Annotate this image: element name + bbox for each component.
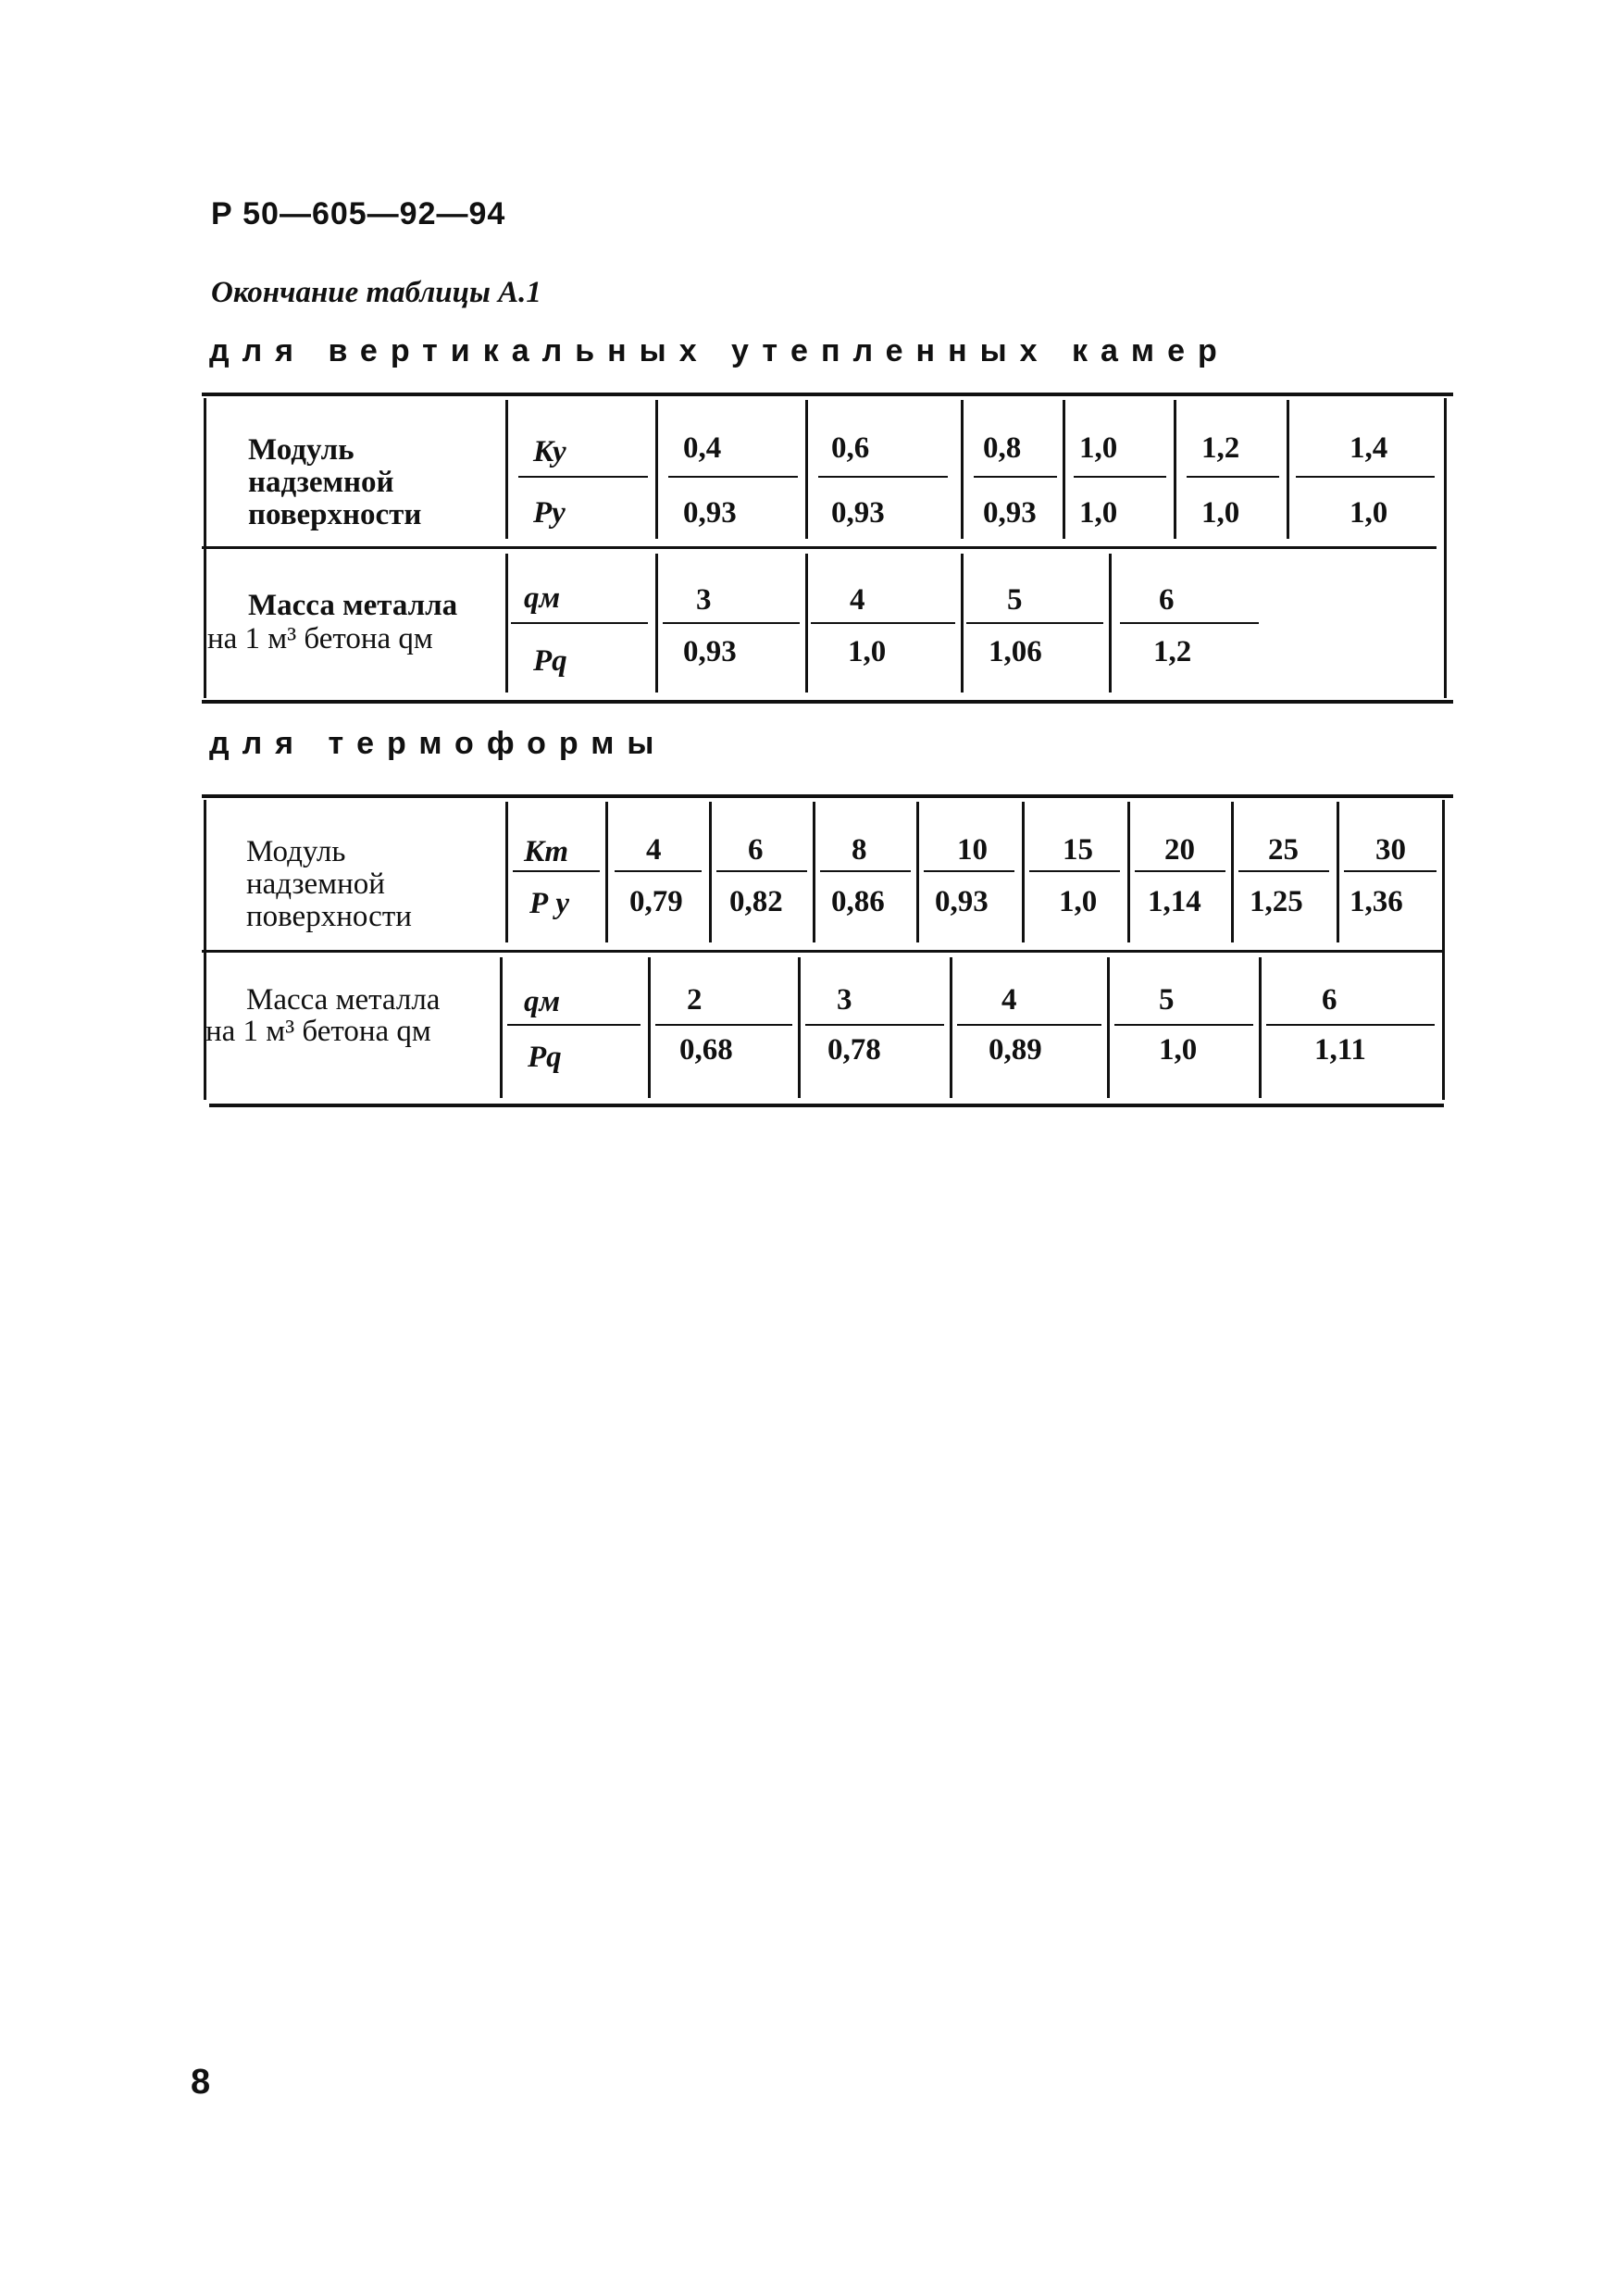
table2-r1-bottom-value: 0,93 bbox=[935, 885, 989, 918]
table2-left-border bbox=[204, 800, 206, 1100]
table1-r1-label-line1: Модуль bbox=[248, 433, 354, 467]
table1-r1-bottom-value: 1,0 bbox=[1350, 496, 1388, 530]
table2-r2-bottom-value: 0,89 bbox=[989, 1033, 1042, 1067]
table2-r1-vline bbox=[1127, 802, 1130, 942]
table2-r1-bottom-value: 1,0 bbox=[1059, 885, 1098, 918]
table1-r1-bottom-value: 0,93 bbox=[831, 496, 885, 530]
table2-r1-bottom-value: 0,79 bbox=[629, 885, 683, 918]
table2-r2-top-value: 6 bbox=[1322, 983, 1337, 1017]
table2-r1-split bbox=[1238, 870, 1329, 872]
table2-r2-vline bbox=[648, 957, 651, 1098]
table1-r1-bottom-value: 0,93 bbox=[983, 496, 1037, 530]
table1-r2-top-value: 4 bbox=[850, 583, 865, 617]
table1-r1-label-line3: поверхности bbox=[248, 498, 422, 531]
table1-r1-top-value: 0,6 bbox=[831, 431, 870, 465]
table1-r1-top-value: 1,4 bbox=[1350, 431, 1388, 465]
table2-r1-top-value: 4 bbox=[646, 833, 662, 867]
table2-r1-sym-bottom: Р у bbox=[529, 887, 570, 920]
table2-title: для термоформы bbox=[209, 726, 667, 761]
table1-r1-top-value: 1,0 bbox=[1079, 431, 1118, 465]
table2-right-border bbox=[1442, 800, 1445, 1100]
table1-r1-sym-top: Ку bbox=[533, 435, 566, 468]
table1-r2-top-value: 3 bbox=[696, 583, 712, 617]
table2-r2-split bbox=[1266, 1024, 1435, 1026]
table2-r1-split bbox=[1135, 870, 1225, 872]
table1-r1-split bbox=[818, 476, 948, 478]
table2-r1-top-value: 20 bbox=[1164, 833, 1195, 867]
table1-r2-sym-bottom: Pq bbox=[533, 644, 567, 678]
table1-r2-vline bbox=[1109, 554, 1112, 693]
table2-r2-vline bbox=[798, 957, 801, 1098]
table2-r1-top-value: 10 bbox=[957, 833, 988, 867]
table1-r2-label-line1: Масса металла bbox=[248, 589, 458, 622]
table2-r1-top-value: 6 bbox=[748, 833, 764, 867]
table2-r1-split bbox=[820, 870, 911, 872]
table1-r1-vline bbox=[1174, 400, 1176, 539]
table1-r1-vline bbox=[961, 400, 964, 539]
table2-r2-split bbox=[957, 1024, 1101, 1026]
table2-r1-split bbox=[924, 870, 1014, 872]
table2-r1-top-value: 8 bbox=[852, 833, 867, 867]
table1-bottom-border bbox=[202, 700, 1453, 704]
table1-right-border bbox=[1444, 398, 1447, 698]
table1-r1-split bbox=[518, 476, 648, 478]
table1-r1-top-value: 1,2 bbox=[1201, 431, 1240, 465]
table1-title: для вертикальных утепленных камер bbox=[209, 333, 1230, 368]
table2-r2-split bbox=[805, 1024, 944, 1026]
table2-r2-split bbox=[507, 1024, 641, 1026]
table1-r1-label-line2: надземной bbox=[248, 466, 394, 499]
table2-r2-vline bbox=[1259, 957, 1262, 1098]
page-number: 8 bbox=[191, 2063, 211, 2102]
table1-r1-vline bbox=[1287, 400, 1289, 539]
table2-r1-bottom-value: 1,14 bbox=[1148, 885, 1201, 918]
table1-r2-bottom-value: 1,0 bbox=[848, 635, 887, 668]
table1-r2-split bbox=[511, 622, 648, 624]
table1-r2-split bbox=[663, 622, 800, 624]
table1-r2-sym-top: qм bbox=[524, 581, 561, 615]
table1-r2-bottom-value: 1,06 bbox=[989, 635, 1042, 668]
table1-r1-split bbox=[974, 476, 1057, 478]
table1-r2-split bbox=[966, 622, 1103, 624]
table2-r2-bottom-value: 1,11 bbox=[1314, 1033, 1366, 1067]
table1-r2-split bbox=[811, 622, 955, 624]
table2-r2-bottom-value: 0,78 bbox=[827, 1033, 881, 1067]
table2-r2-label-line1: Масса металла bbox=[246, 983, 441, 1017]
table2-top-border bbox=[202, 794, 1453, 798]
document-number: Р 50—605—92—94 bbox=[211, 196, 506, 231]
table2-r2-bottom-value: 0,68 bbox=[679, 1033, 733, 1067]
table2-r1-vline bbox=[505, 802, 508, 942]
table2-r1-split bbox=[513, 870, 600, 872]
table2-r2-sym-bottom: Pq bbox=[528, 1041, 562, 1074]
table2-row-divider bbox=[202, 950, 1444, 953]
table1-r1-vline bbox=[505, 400, 508, 539]
table1-top-border bbox=[202, 393, 1453, 396]
table2-r2-bottom-value: 1,0 bbox=[1159, 1033, 1198, 1067]
table2-r1-split bbox=[615, 870, 702, 872]
table1-r1-split bbox=[668, 476, 798, 478]
table2-r2-vline bbox=[1107, 957, 1110, 1098]
table2-r2-split bbox=[655, 1024, 792, 1026]
table2-r2-top-value: 3 bbox=[837, 983, 852, 1017]
table1-r2-top-value: 5 bbox=[1007, 583, 1023, 617]
table2-r1-vline bbox=[916, 802, 919, 942]
table1-r1-bottom-value: 1,0 bbox=[1079, 496, 1118, 530]
table1-r1-bottom-value: 1,0 bbox=[1201, 496, 1240, 530]
table1-r1-top-value: 0,8 bbox=[983, 431, 1022, 465]
table2-r2-label-line2: на 1 м³ бетона qм bbox=[205, 1015, 431, 1048]
table1-left-border bbox=[204, 398, 206, 698]
table1-r1-top-value: 0,4 bbox=[683, 431, 722, 465]
table2-r2-top-value: 4 bbox=[1001, 983, 1017, 1017]
table1-r2-top-value: 6 bbox=[1159, 583, 1175, 617]
table2-r1-split bbox=[716, 870, 807, 872]
table2-bottom-border bbox=[209, 1104, 1444, 1107]
table1-r2-label-line2: на 1 м³ бетона qм bbox=[207, 622, 433, 655]
table1-r1-split bbox=[1296, 476, 1435, 478]
table2-r1-sym-top: Кт bbox=[524, 835, 569, 868]
table2-r2-top-value: 5 bbox=[1159, 983, 1175, 1017]
table2-r1-top-value: 25 bbox=[1268, 833, 1299, 867]
table1-r2-vline bbox=[655, 554, 658, 693]
table2-r1-label-line2: надземной bbox=[246, 867, 385, 901]
table1-r1-split bbox=[1074, 476, 1166, 478]
table1-r2-vline bbox=[805, 554, 808, 693]
table2-r1-label-line3: поверхности bbox=[246, 900, 412, 933]
table2-r2-top-value: 2 bbox=[687, 983, 703, 1017]
table2-r1-vline bbox=[1231, 802, 1234, 942]
table2-r1-bottom-value: 0,82 bbox=[729, 885, 783, 918]
table2-r1-vline bbox=[1337, 802, 1339, 942]
table1-r1-sym-bottom: Ру bbox=[533, 496, 566, 530]
table1-r1-split bbox=[1187, 476, 1279, 478]
table2-r1-bottom-value: 1,36 bbox=[1350, 885, 1403, 918]
table2-r2-sym-top: qм bbox=[524, 985, 561, 1018]
table1-r2-bottom-value: 0,93 bbox=[683, 635, 737, 668]
table2-r1-split bbox=[1029, 870, 1120, 872]
table1-r2-vline bbox=[505, 554, 508, 693]
table2-r1-split bbox=[1344, 870, 1437, 872]
table1-r2-bottom-value: 1,2 bbox=[1153, 635, 1192, 668]
table-caption: Окончание таблицы А.1 bbox=[211, 276, 541, 309]
table1-r2-split bbox=[1120, 622, 1259, 624]
table2-r2-vline bbox=[950, 957, 952, 1098]
table2-r1-vline bbox=[709, 802, 712, 942]
table2-r1-top-value: 30 bbox=[1375, 833, 1406, 867]
table2-r2-split bbox=[1114, 1024, 1253, 1026]
table1-r1-vline bbox=[1063, 400, 1065, 539]
table2-r1-label-line1: Модуль bbox=[246, 835, 346, 868]
table2-r2-vline bbox=[500, 957, 503, 1098]
table2-r1-vline bbox=[813, 802, 815, 942]
table1-r2-vline bbox=[961, 554, 964, 693]
table1-r1-bottom-value: 0,93 bbox=[683, 496, 737, 530]
table2-r1-bottom-value: 1,25 bbox=[1250, 885, 1303, 918]
table2-r1-vline bbox=[605, 802, 608, 942]
table1-r1-vline bbox=[655, 400, 658, 539]
table1-row-divider bbox=[202, 546, 1437, 549]
table2-r1-bottom-value: 0,86 bbox=[831, 885, 885, 918]
table1-r1-vline bbox=[805, 400, 808, 539]
table2-r1-top-value: 15 bbox=[1063, 833, 1093, 867]
table2-r1-vline bbox=[1022, 802, 1025, 942]
